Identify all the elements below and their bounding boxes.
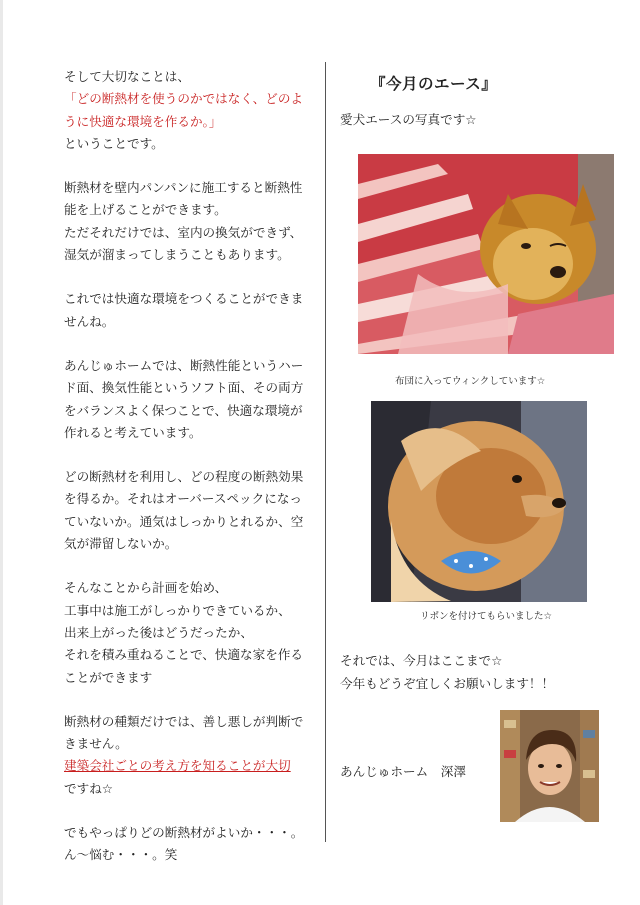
- paragraph-3: [64, 288, 322, 333]
- paragraph-4: [64, 355, 322, 444]
- text-line: ん～悩む・・・。笑: [64, 847, 178, 863]
- text-line: それを積み重ねることで、快適な家を作る: [64, 647, 304, 663]
- text-line: 断熱材を壁内パンパンに施工すると断熱性: [64, 180, 303, 196]
- intro-text: 愛犬エースの写真です☆: [340, 112, 477, 127]
- paragraph-2: [64, 177, 322, 266]
- paragraph-5: [64, 466, 322, 555]
- closing-line: それでは、今月はここまで☆: [340, 653, 503, 668]
- highlight-line: 建築会社ごとの考え方を知ることが大切: [64, 758, 291, 774]
- highlight-line: うに快適な環境を作るか。」: [64, 113, 222, 129]
- signature: あんじゅホーム 深澤: [340, 764, 466, 779]
- paragraph-1: [64, 66, 322, 155]
- text-line: 気が滞留しないか。: [64, 536, 178, 552]
- dog-photo-blanket: [358, 154, 614, 354]
- author-portrait: [500, 710, 599, 822]
- article-column: [64, 66, 322, 889]
- photo-caption: リボンを付けてもらいました☆: [420, 611, 553, 622]
- text-line: どの断熱材を利用し、どの程度の断熱効果: [64, 469, 304, 485]
- text-line: ですね☆: [64, 780, 114, 796]
- closing-text: [340, 650, 554, 695]
- text-line: 作れると考えています。: [64, 424, 202, 440]
- page-edge: [0, 0, 3, 905]
- paragraph-6: [64, 577, 322, 688]
- text-line: そして大切なことは、: [64, 69, 190, 84]
- text-line: ことができます: [64, 669, 153, 685]
- paragraph-7: [64, 711, 322, 800]
- text-line: 出来上がった後はどうだったか、: [64, 624, 253, 640]
- paragraph-8: [64, 822, 322, 867]
- text-line: 工事中は施工がしっかりできているか、: [64, 602, 291, 618]
- text-line: これでは快適な環境をつくることができま: [64, 291, 304, 307]
- text-line: そんなことから計画を始め、: [64, 580, 228, 596]
- text-line: せんね。: [64, 313, 115, 329]
- text-line: ド面、換気性能というソフト面、その両方: [64, 380, 304, 396]
- column-divider: [325, 62, 326, 842]
- section-heading: 『今月のエース』: [370, 75, 498, 93]
- text-line: きません。: [64, 736, 128, 752]
- text-line: ただそれだけでは、室内の換気ができず、: [64, 224, 303, 240]
- text-line: 能を上げることができます。: [64, 202, 227, 218]
- highlight-line: 「どの断熱材を使うのかではなく、どのよ: [64, 91, 304, 107]
- dog-photo-ribbon: [371, 401, 587, 602]
- text-line: ということです。: [64, 135, 164, 151]
- text-line: 湿気が溜まってしまうこともあります。: [64, 247, 290, 263]
- text-line: ていないか。通気はしっかりとれるか、空: [64, 513, 304, 529]
- closing-line: 今年もどうぞ宜しくお願いします！！: [340, 675, 555, 691]
- text-line: でもやっぱりどの断熱材がよいか・・・。: [64, 825, 304, 841]
- text-line: あんじゅホームでは、断熱性能というハー: [64, 357, 304, 373]
- photo-caption: 布団に入ってウィンクしています☆: [395, 376, 546, 387]
- text-line: 断熱材の種類だけでは、善し悪しが判断で: [64, 713, 304, 729]
- text-line: を得るか。それはオーバースペックになっ: [64, 491, 303, 507]
- text-line: をバランスよく保つことで、快適な環境が: [64, 402, 303, 418]
